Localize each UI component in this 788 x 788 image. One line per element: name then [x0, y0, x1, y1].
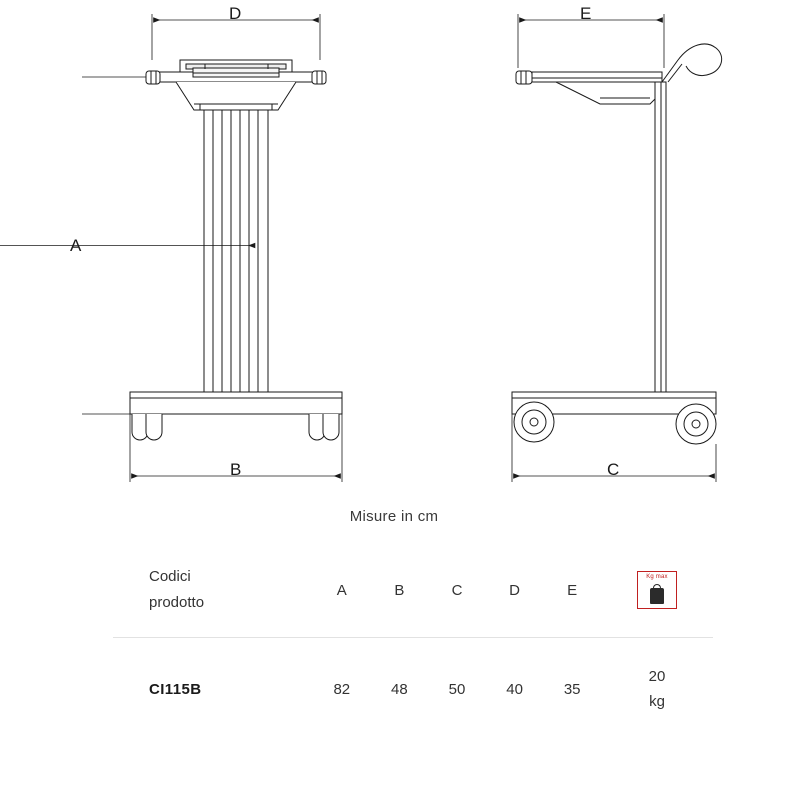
- cell-b: 48: [391, 680, 408, 698]
- dimension-label-e: E: [580, 4, 592, 23]
- weight-block-shape: [650, 588, 664, 604]
- dimension-label-b: B: [230, 460, 242, 479]
- column-header-max-weight: [601, 548, 713, 637]
- front-view-neck: [176, 82, 296, 110]
- dimension-label-d: D: [229, 4, 242, 23]
- front-view-base: [130, 392, 342, 440]
- max-weight-value: 20: [648, 667, 666, 685]
- dimension-label-c: C: [607, 460, 620, 479]
- side-view-post: [655, 82, 666, 394]
- table-header: [113, 548, 713, 637]
- specifications-table-wrapper: [113, 548, 713, 741]
- product-code-line-1: Codici: [149, 568, 191, 585]
- max-weight-icon-label: Kg max: [646, 574, 668, 581]
- measurements-caption: Misure in cm: [349, 508, 439, 525]
- column-header-e: E: [543, 548, 601, 637]
- table-header-row: [113, 548, 713, 637]
- specifications-table: [113, 548, 713, 741]
- dimension-label-a: A: [70, 236, 82, 255]
- front-view-column: [204, 110, 268, 392]
- cell-c: 50: [448, 680, 466, 698]
- max-weight-unit: kg: [649, 693, 665, 710]
- column-header-a: A: [313, 548, 371, 637]
- side-view-base: [512, 392, 716, 444]
- table-body: [113, 637, 713, 741]
- cell-product-code: CI115B: [149, 680, 202, 698]
- max-weight-icon: [637, 571, 677, 609]
- cell-d: 40: [506, 680, 523, 698]
- table-row: [113, 637, 713, 741]
- column-header-c: C: [428, 548, 486, 637]
- cell-e: 35: [563, 680, 581, 698]
- column-header-product-code: [113, 548, 313, 637]
- cell-a: 82: [333, 680, 351, 698]
- product-code-line-2: prodotto: [149, 594, 205, 612]
- side-view-top: [516, 44, 722, 104]
- cell-max-weight: [601, 637, 713, 741]
- front-view-top-tray: [146, 60, 326, 84]
- column-header-b: B: [371, 548, 429, 637]
- column-header-d: D: [486, 548, 544, 637]
